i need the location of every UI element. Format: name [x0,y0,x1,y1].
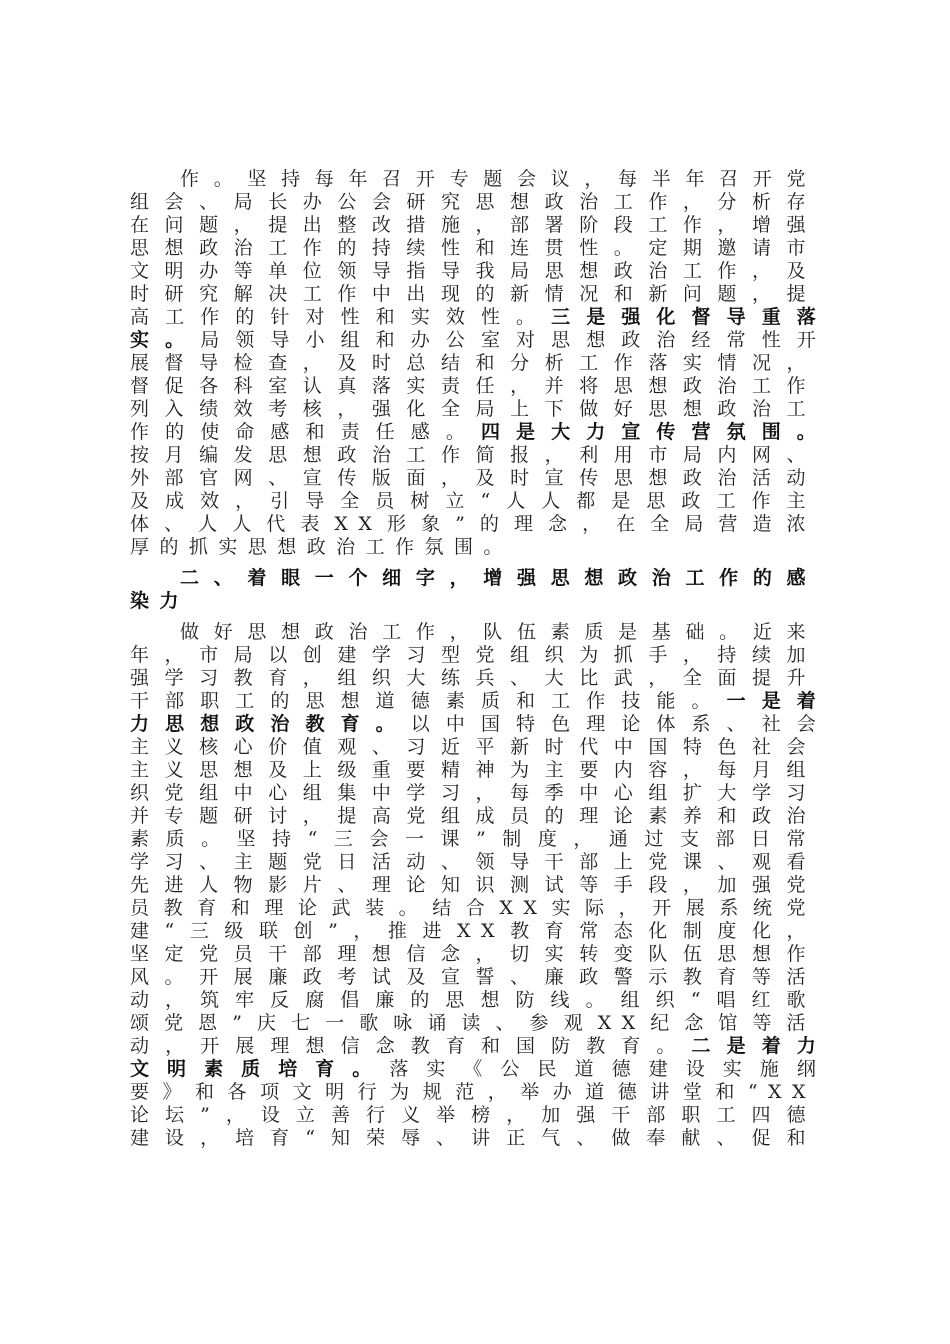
p1-line-2: 组会、局长办公会研究思想政治工作，分析存 [130,191,816,213]
section-heading-2-cont: 染力 [130,590,189,612]
text-char: 小 [305,329,325,351]
text-char: 和 [375,329,395,351]
p2-bold-1-end: 思 [165,713,185,735]
p2-bold-2-end: 培 [278,1058,298,1080]
document-page [130,168,816,1150]
p1-line-17: 厚的抓实思想政治工作氛围。 [130,536,513,558]
p2-line-23: 建设，培育“知荣辱、讲正气、做奉献、促和 [130,1127,816,1149]
p1-bold-3: 化 [656,306,676,328]
text-char: 针 [270,306,290,328]
text-char: 和 [305,421,325,443]
text-char: 作 [586,690,606,712]
p1-line-6: 时研究解决工作中出现的新情况和新问题，提 [130,283,816,305]
text-char: 工 [235,690,255,712]
p2-line-13: 员教育和理论武装。结合XX实际，开展系统党 [130,897,816,919]
text-char: 会 [796,713,816,735]
text-char: 的 [165,421,185,443]
p2-line-15: 坚定党员干部理想信念，切实转变队伍思想作 [130,943,816,965]
p2-bold-2: 是 [726,1035,746,1057]
p2-bold-2-end: 质 [241,1058,261,1080]
text-char: 开 [796,329,816,351]
text-char: 系 [691,713,711,735]
text-char: 使 [200,421,220,443]
p2-line-3: 强学习教育，组织大练兵、大比武，全面提升 [130,667,816,689]
text-char: 经 [691,329,711,351]
p1-bold-3: 重 [761,306,781,328]
p2-line-10: 素质。坚持“三会一课”制度，通过支部日常 [130,828,816,850]
p2-bold-1-end: 教 [305,713,325,735]
text-char: 社 [761,713,781,735]
text-char: 中 [445,713,465,735]
text-char: 实 [722,1058,742,1080]
p2-line-20 [130,1058,816,1081]
p1-bold-4: 力 [586,421,606,443]
text-char: 实 [426,1058,446,1080]
p1-line-14: 外部官网、宣传版面，及时宣传思想政治活动 [130,467,816,489]
p2-line-18: 颂党恩”庆七一歌咏诵读、参观XX纪念馆等活 [130,1012,816,1034]
p2-line-19 [130,1035,816,1058]
text-char: 质 [480,690,500,712]
text-char: 育 [445,1035,465,1057]
p2-line-14: 建“三级联创”，推进XX教育常态化制度化， [130,920,816,942]
p1-line-13: 按月编发思想政治工作简报，利用市局内网、 [130,444,816,466]
text-char: 的 [270,690,290,712]
text-char: 局 [200,329,220,351]
p1-line-9: 展督导检查，及时总结和分析工作落实情况， [130,352,816,374]
text-char: 纲 [796,1058,816,1080]
text-char: 想 [305,1035,325,1057]
text-char: 。 [445,421,465,443]
p2-line-16: 风。开展廉政考试及宣誓、廉政警示教育等活 [130,966,816,988]
p1-bold-4: 是 [516,421,536,443]
text-char: 开 [200,1035,220,1057]
p2-line-11: 学习、主题党日活动、领导干部上党课、观看 [130,851,816,873]
text-char: 德 [410,690,430,712]
text-char: 念 [375,1035,395,1057]
p2-bold-2-end: 文 [130,1058,150,1080]
text-char: 。 [656,1035,676,1057]
text-char: 效 [445,306,465,328]
text-char: 信 [340,1035,360,1057]
p1-bold-4: 宣 [621,421,641,443]
text-char: 对 [516,329,536,351]
p1-bold-3: 督 [691,306,711,328]
p1-line-10: 督促各科室认真落实责任，并将思想政治工作 [130,375,816,397]
p2-line-4 [130,690,816,713]
p1-line-12 [130,421,816,444]
p1-line-7 [130,306,816,329]
p1-bold-4: 氛 [726,421,746,443]
text-char: 实 [410,306,430,328]
text-char: 政 [621,329,641,351]
text-char: 施 [759,1058,779,1080]
p2-bold-1-end: 想 [200,713,220,735]
text-char: 感 [270,421,290,443]
p1-bold-3: 落 [796,306,816,328]
text-char: 色 [551,713,571,735]
text-char: 的 [235,306,255,328]
text-char: 落 [389,1058,409,1080]
text-char: 高 [130,306,150,328]
section-heading-2: 二、着眼一个细字，增强思想政治工作的感 [180,567,816,589]
p2-line-8: 织党组中心组集中学习，每季中心组扩大学习 [130,782,816,804]
p2-bold-2-end: 明 [167,1058,187,1080]
text-char: ， [165,1035,185,1057]
p2-bold-1: 一 [726,690,746,712]
text-char: 展 [235,1035,255,1057]
text-char: 动 [130,1035,150,1057]
p1-line-3: 在问题，提出整改措施，部署阶段工作，增强 [130,214,816,236]
text-char: 国 [516,1035,536,1057]
p1-line-15: 及成效，引导全员树立“人人都是思政工作主 [130,490,816,512]
text-char: 责 [340,421,360,443]
text-char: 办 [410,329,430,351]
p1-bold-3-end: 实 [130,329,150,351]
p2-line-22: 论坛”，设立善行义举榜，加强干部职工四德 [130,1104,816,1126]
text-char: 道 [574,1058,594,1080]
text-char: 能 [656,690,676,712]
p2-line-7: 主义思想及上级重要精神为主要内容，每月组 [130,759,816,781]
p1-line-5: 文明办等单位领导指导我局思想政治工作，及 [130,260,816,282]
text-char: 育 [621,1035,641,1057]
p1-bold-4: 。 [796,421,816,443]
p1-line-11: 列入绩效考核，强化全局上下做好思想政治工 [130,398,816,420]
text-char: 特 [516,713,536,735]
text-char: 论 [621,713,641,735]
text-char: 治 [656,329,676,351]
text-char: 对 [305,306,325,328]
p2-line-2: 年，市局以创建学习型党组织为抓手，持续加 [130,644,816,666]
text-char: 思 [305,690,325,712]
p2-bold-1-end: 政 [235,713,255,735]
text-char: 性 [761,329,781,351]
p1-line-8 [130,329,816,352]
text-char: 工 [165,306,185,328]
text-char: 教 [586,1035,606,1057]
text-char: 干 [130,690,150,712]
p1-bold-4: 四 [480,421,500,443]
p2-line-5 [130,713,816,736]
p1-bold-4: 围 [761,421,781,443]
text-char: 民 [537,1058,557,1080]
p2-bold-1-end: 育 [340,713,360,735]
p2-bold-2-end: 。 [352,1058,372,1080]
text-char: 《 [463,1058,483,1080]
text-char: 职 [200,690,220,712]
text-char: 和 [480,1035,500,1057]
text-char: 想 [586,329,606,351]
p1-bold-3: 导 [726,306,746,328]
text-char: 常 [726,329,746,351]
p2-bold-2: 二 [691,1035,711,1057]
text-char: 技 [621,690,641,712]
p1-bold-4: 大 [551,421,571,443]
p2-line-21: 要》和各项文明行为规范，举办道德讲堂和“XX [130,1081,816,1103]
text-char: 德 [611,1058,631,1080]
text-char: 和 [516,690,536,712]
p2-bold-2-end: 育 [315,1058,335,1080]
p1-bold-3-end: 。 [165,329,185,351]
p2-bold-2: 着 [761,1035,781,1057]
p2-line-12: 先进人物影片、理论知识测试等手段，加强党 [130,874,816,896]
text-char: 设 [685,1058,705,1080]
p2-line-9: 并专题研讨，提高党组成员的理论素养和政治 [130,805,816,827]
text-char: 、 [726,713,746,735]
text-char: 作 [200,306,220,328]
p2-bold-2: 力 [796,1035,816,1057]
text-char: 国 [480,713,500,735]
text-char: 室 [480,329,500,351]
p2-bold-1-end: 力 [130,713,150,735]
text-char: 建 [648,1058,668,1080]
text-char: 任 [375,421,395,443]
p2-bold-1: 着 [796,690,816,712]
p1-bold-3: 是 [586,306,606,328]
text-char: 部 [165,690,185,712]
text-char: 性 [340,306,360,328]
text-char: 组 [340,329,360,351]
text-char: 想 [340,690,360,712]
p2-bold-1-end: 治 [270,713,290,735]
p1-line-4: 思想政治工作的持续性和连贯性。定期邀请市 [130,237,816,259]
text-char: 作 [130,421,150,443]
text-char: 性 [480,306,500,328]
text-char: 素 [445,690,465,712]
text-char: 防 [551,1035,571,1057]
p2-line-6: 主义核心价值观、习近平新时代中国特色社会 [130,736,816,758]
p2-line-17: 动，筑牢反腐倡廉的思想防线。组织“唱红歌 [130,989,816,1011]
text-char: 公 [500,1058,520,1080]
p2-line-1: 做好思想政治工作，队伍素质是基础。近来 [180,621,816,643]
text-char: 体 [656,713,676,735]
text-char: 命 [235,421,255,443]
text-char: 道 [375,690,395,712]
text-char: 导 [270,329,290,351]
text-char: 思 [551,329,571,351]
p1-bold-3: 三 [551,306,571,328]
text-char: 。 [691,690,711,712]
text-char: 公 [445,329,465,351]
p1-bold-3: 强 [621,306,641,328]
text-char: 。 [516,306,536,328]
text-char: 以 [410,713,430,735]
text-char: 理 [270,1035,290,1057]
p1-bold-4: 营 [691,421,711,443]
p2-bold-1-end: 。 [375,713,395,735]
p1-line-1: 作。坚持每年召开专题会议，每半年召开党 [180,168,816,190]
text-char: 领 [235,329,255,351]
p1-bold-4: 传 [656,421,676,443]
p1-line-16: 体、人人代表XX形象”的理念，在全局营造浓 [130,513,816,535]
text-char: 感 [410,421,430,443]
text-char: 工 [551,690,571,712]
p2-bold-1: 是 [761,690,781,712]
text-char: 理 [586,713,606,735]
text-char: 教 [410,1035,430,1057]
p2-bold-2-end: 素 [204,1058,224,1080]
text-char: 和 [375,306,395,328]
